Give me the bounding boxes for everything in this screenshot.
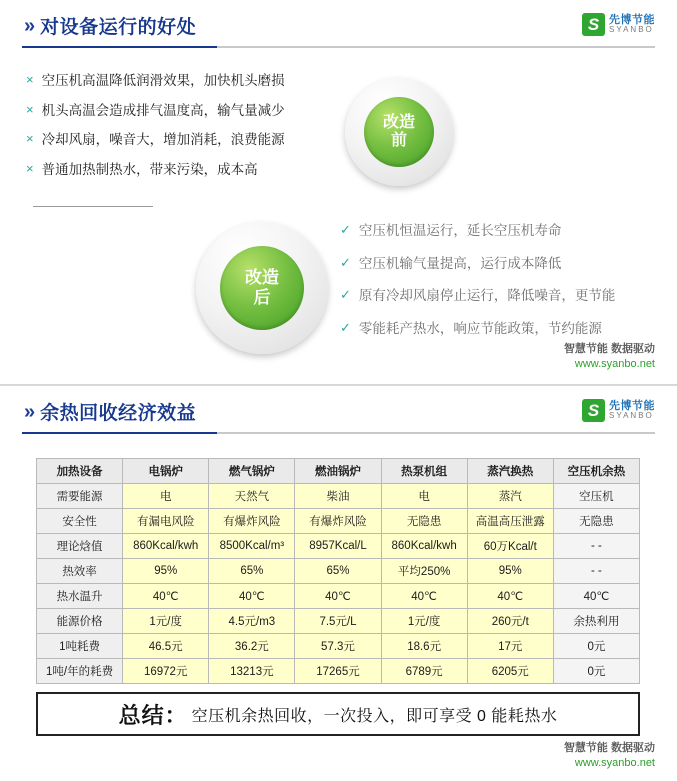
table-cell: 空压机: [553, 484, 639, 509]
check-icon: ✓: [340, 222, 351, 237]
slide2-footer: [564, 741, 655, 771]
list-item-label: 普通加热制热水，带来污染，成本高: [41, 161, 258, 177]
table-cell: 860Kcal/kwh: [123, 534, 209, 559]
slide2-header: [0, 386, 677, 440]
table-cell: 860Kcal/kwh: [381, 534, 467, 559]
table-cell: 65%: [295, 559, 381, 584]
table-header-cell: 热泵机组: [381, 459, 467, 484]
slide1-footer: [564, 342, 655, 372]
slide1-title-group: [24, 12, 196, 39]
table-cell: 1吨/年的耗费: [37, 659, 123, 684]
table-cell: 260元/t: [467, 609, 553, 634]
badge-after-label: 改造 后: [245, 268, 279, 307]
table-row: [37, 609, 640, 634]
badge-after-retrofit: [196, 222, 328, 354]
table-cell: 高温高压泄露: [467, 509, 553, 534]
list-item-label: 空压机输气量提高，运行成本降低: [358, 255, 562, 271]
table-cell: 65%: [209, 559, 295, 584]
logo-mark-icon: S: [582, 13, 605, 36]
table-header-cell: 燃气锅炉: [209, 459, 295, 484]
badge-before-inner: [364, 97, 434, 167]
badge-after-inner: [220, 246, 304, 330]
table-cell: 能源价格: [37, 609, 123, 634]
slide-benefits: [0, 0, 677, 384]
table-cell: 8957Kcal/L: [295, 534, 381, 559]
table-cell: 理论焓值: [37, 534, 123, 559]
bullet-list-before: [26, 72, 366, 190]
list-item-label: 原有冷却风扇停止运行，降低噪音，更节能: [358, 288, 616, 304]
footer-tagline: 智慧节能 数据驱动: [563, 343, 655, 356]
table-cell: 40℃: [209, 584, 295, 609]
table-header-cell: 加热设备: [37, 459, 123, 484]
table-cell: 7.5元/L: [295, 609, 381, 634]
bullet-list-after: [340, 222, 660, 352]
slide2-title-group: [24, 398, 196, 425]
table-row: [37, 534, 640, 559]
table-cell: 热水温升: [37, 584, 123, 609]
table-cell: 柴油: [295, 484, 381, 509]
check-icon: ✓: [340, 287, 351, 303]
table-cell: 无隐患: [553, 509, 639, 534]
list-item: [26, 161, 366, 179]
table-row: [37, 484, 640, 509]
table-cell: 蒸汽: [467, 484, 553, 509]
table-cell: 余热利用: [553, 609, 639, 634]
table-cell: 0元: [553, 634, 639, 659]
title-underline: [22, 46, 655, 48]
slide-economics: [0, 384, 677, 781]
logo-name-en: SYANBO: [609, 25, 654, 35]
table-header-cell: 空压机余热: [553, 459, 639, 484]
table-cell: 18.6元: [381, 634, 467, 659]
chevron-right-icon: »: [24, 14, 32, 37]
table-cell: 6789元: [381, 659, 467, 684]
table-cell: 16972元: [123, 659, 209, 684]
table-cell: 46.5元: [123, 634, 209, 659]
list-item: [26, 131, 366, 149]
table-cell: 1元/度: [381, 609, 467, 634]
table-header-row: [37, 459, 640, 484]
list-item: [340, 287, 660, 305]
table-cell: 电: [123, 484, 209, 509]
list-item: [340, 320, 660, 338]
table-cell: 4.5元/m3: [209, 609, 295, 634]
table-cell: 57.3元: [295, 634, 381, 659]
page-title: 对设备运行的好处: [40, 17, 197, 38]
title-underline: [22, 432, 655, 434]
badge-before-label: 改造 前: [382, 113, 415, 149]
brand-logo: [582, 13, 655, 36]
summary-label: 总结：: [118, 702, 188, 728]
table-cell: 0元: [553, 659, 639, 684]
footer-url[interactable]: www.syanbo.net: [574, 757, 655, 770]
summary-box: [36, 692, 640, 736]
table-header-cell: 蒸汽换热: [467, 459, 553, 484]
table-cell: 需要能源: [37, 484, 123, 509]
table-cell: 1元/度: [123, 609, 209, 634]
table-cell: 60万Kcal/t: [467, 534, 553, 559]
check-icon: ✓: [340, 254, 351, 270]
table-row: [37, 634, 640, 659]
table-cell: 40℃: [467, 584, 553, 609]
list-item: [340, 222, 660, 240]
table-cell: - -: [553, 559, 639, 584]
table-row: [37, 509, 640, 534]
table-cell: 有爆炸风险: [209, 509, 295, 534]
table-cell: 95%: [467, 559, 553, 584]
table-cell: 天然气: [209, 484, 295, 509]
logo-name-cn: 先博节能: [609, 399, 655, 412]
table-cell: 平均250%: [381, 559, 467, 584]
logo-text: [609, 401, 655, 421]
table-row: [37, 659, 640, 684]
list-item-label: 空压机高温降低润滑效果，加快机头磨损: [41, 73, 285, 88]
list-item: [26, 72, 366, 90]
table-cell: 17265元: [295, 659, 381, 684]
table-cell: 40℃: [553, 584, 639, 609]
list-item-label: 空压机恒温运行，延长空压机寿命: [358, 223, 562, 238]
table-cell: 40℃: [123, 584, 209, 609]
table-cell: 40℃: [295, 584, 381, 609]
table-row: [37, 584, 640, 609]
footer-url[interactable]: www.syanbo.net: [574, 358, 655, 371]
table-cell: 36.2元: [209, 634, 295, 659]
table-cell: 有漏电风险: [123, 509, 209, 534]
table-cell: 有爆炸风险: [295, 509, 381, 534]
economics-table-wrap: [36, 458, 640, 684]
table-cell: 17元: [467, 634, 553, 659]
table-cell: 13213元: [209, 659, 295, 684]
economics-table: [36, 458, 640, 684]
cross-icon: ×: [26, 101, 34, 117]
table-cell: 安全性: [37, 509, 123, 534]
check-icon: ✓: [340, 319, 351, 335]
badge-before-retrofit: [345, 78, 453, 186]
brand-logo: [582, 399, 655, 422]
logo-text: [609, 15, 655, 35]
table-cell: 95%: [123, 559, 209, 584]
table-cell: 热效率: [37, 559, 123, 584]
cross-icon: ×: [26, 72, 34, 87]
table-cell: 40℃: [381, 584, 467, 609]
table-header-cell: 电锅炉: [123, 459, 209, 484]
divider: [33, 206, 153, 207]
slide1-header: [0, 0, 677, 54]
summary-text: 空压机余热回收，一次投入，即可享受 0 能耗热水: [191, 707, 558, 725]
table-cell: - -: [553, 534, 639, 559]
list-item: [26, 102, 366, 120]
cross-icon: ×: [26, 160, 34, 176]
table-cell: 1吨耗费: [37, 634, 123, 659]
list-item: [340, 255, 660, 273]
logo-name-cn: 先博节能: [609, 13, 655, 26]
list-item-label: 冷却风扇，噪音大，增加消耗，浪费能源: [41, 132, 285, 148]
table-cell: 8500Kcal/m³: [209, 534, 295, 559]
logo-mark-icon: S: [582, 399, 605, 422]
table-cell: 无隐患: [381, 509, 467, 534]
cross-icon: ×: [26, 131, 34, 147]
table-row: [37, 559, 640, 584]
page-title: 余热回收经济效益: [40, 403, 197, 424]
list-item-label: 机头高温会造成排气温度高，输气量减少: [41, 102, 285, 118]
list-item-label: 零能耗产热水，响应节能政策，节约能源: [358, 320, 602, 336]
table-cell: 电: [381, 484, 467, 509]
logo-name-en: SYANBO: [609, 411, 654, 421]
table-cell: 6205元: [467, 659, 553, 684]
footer-tagline: 智慧节能 数据驱动: [563, 742, 655, 755]
table-header-cell: 燃油锅炉: [295, 459, 381, 484]
chevron-right-icon: »: [24, 400, 32, 423]
